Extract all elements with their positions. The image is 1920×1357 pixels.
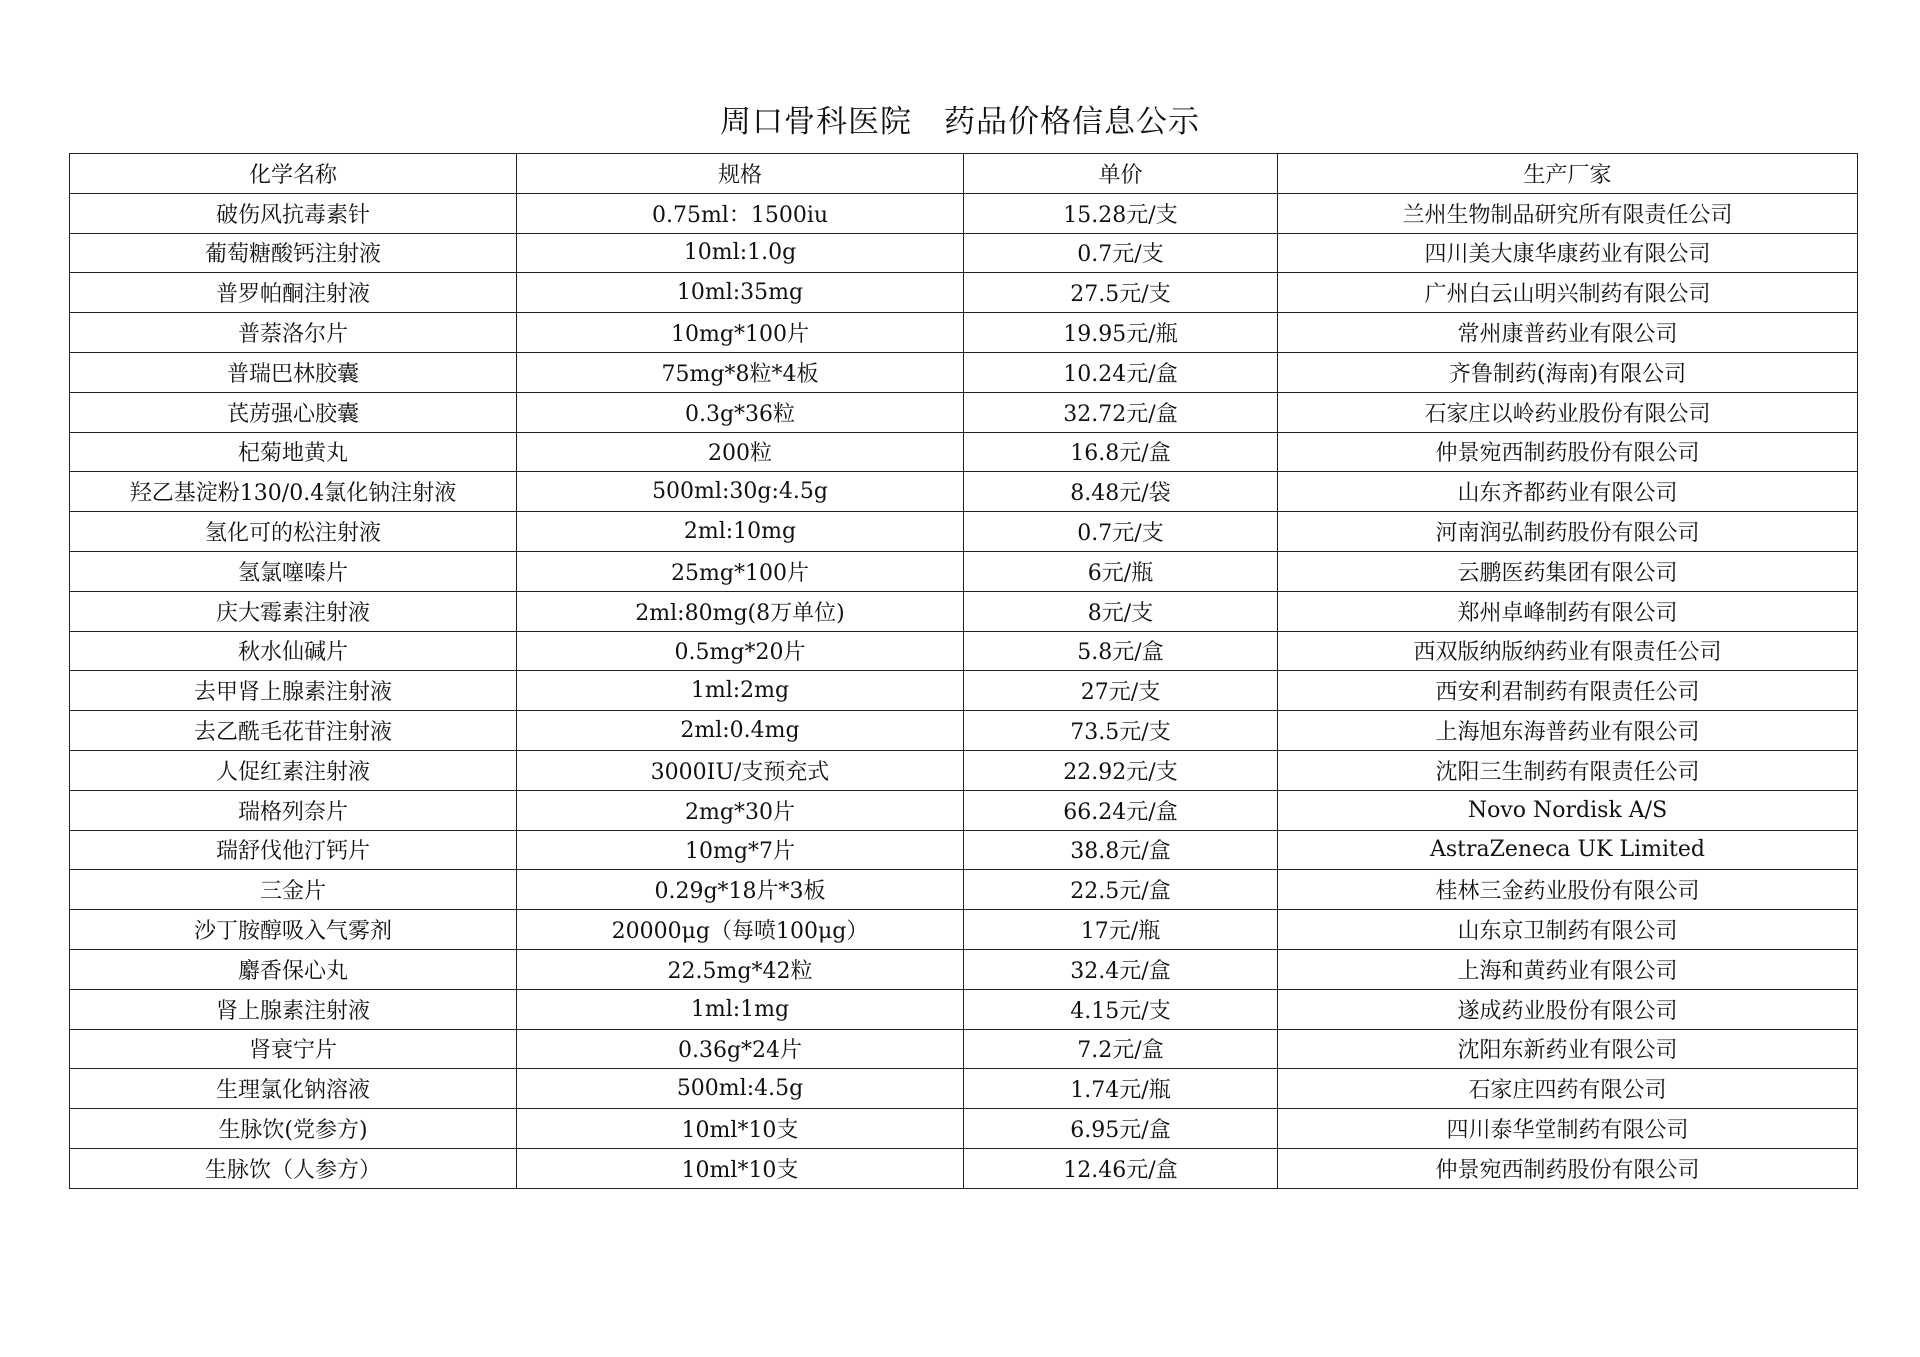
- specification-cell: 10ml:1.0g: [517, 233, 964, 273]
- chemical-name-cell: 三金片: [70, 870, 517, 910]
- table-row: [70, 910, 1858, 950]
- table-row: [70, 711, 1858, 751]
- table-row: [70, 989, 1858, 1029]
- specification-cell: 1ml:2mg: [517, 671, 964, 711]
- unit-price-cell: 10.24元/盒: [964, 352, 1278, 392]
- unit-price-cell: 66.24元/盒: [964, 790, 1278, 830]
- manufacturer-cell: 石家庄四药有限公司: [1278, 1069, 1858, 1109]
- table-row: [70, 432, 1858, 472]
- column-header-chemical-name: 化学名称: [70, 154, 517, 194]
- table-row: [70, 949, 1858, 989]
- chemical-name-cell: 杞菊地黄丸: [70, 432, 517, 472]
- table-row: [70, 392, 1858, 432]
- manufacturer-cell: 山东京卫制药有限公司: [1278, 910, 1858, 950]
- table-row: [70, 631, 1858, 671]
- table-row: [70, 512, 1858, 552]
- table-row: [70, 790, 1858, 830]
- chemical-name-cell: 普瑞巴林胶囊: [70, 352, 517, 392]
- chemical-name-cell: 庆大霉素注射液: [70, 591, 517, 631]
- specification-cell: 0.5mg*20片: [517, 631, 964, 671]
- specification-cell: 500ml:4.5g: [517, 1069, 964, 1109]
- chemical-name-cell: 麝香保心丸: [70, 949, 517, 989]
- chemical-name-cell: 氢氯噻嗪片: [70, 551, 517, 591]
- unit-price-cell: 0.7元/支: [964, 512, 1278, 552]
- table-row: [70, 313, 1858, 353]
- unit-price-cell: 8元/支: [964, 591, 1278, 631]
- unit-price-cell: 27元/支: [964, 671, 1278, 711]
- manufacturer-cell: 四川泰华堂制药有限公司: [1278, 1109, 1858, 1149]
- manufacturer-cell: 云鹏医药集团有限公司: [1278, 551, 1858, 591]
- unit-price-cell: 8.48元/袋: [964, 472, 1278, 512]
- unit-price-cell: 22.92元/支: [964, 750, 1278, 790]
- chemical-name-cell: 生理氯化钠溶液: [70, 1069, 517, 1109]
- table-row: [70, 273, 1858, 313]
- table-row: [70, 750, 1858, 790]
- manufacturer-cell: 仲景宛西制药股份有限公司: [1278, 1148, 1858, 1188]
- specification-cell: 200粒: [517, 432, 964, 472]
- unit-price-cell: 32.4元/盒: [964, 949, 1278, 989]
- unit-price-cell: 16.8元/盒: [964, 432, 1278, 472]
- manufacturer-cell: 兰州生物制品研究所有限责任公司: [1278, 193, 1858, 233]
- page-title: 周口骨科医院 药品价格信息公示: [720, 104, 1200, 140]
- unit-price-cell: 4.15元/支: [964, 989, 1278, 1029]
- unit-price-cell: 19.95元/瓶: [964, 313, 1278, 353]
- chemical-name-cell: 生脉饮（人参方）: [70, 1148, 517, 1188]
- unit-price-cell: 22.5元/盒: [964, 870, 1278, 910]
- specification-cell: 3000IU/支预充式: [517, 750, 964, 790]
- table-row: [70, 830, 1858, 870]
- unit-price-cell: 0.7元/支: [964, 233, 1278, 273]
- table-row: [70, 1029, 1858, 1069]
- manufacturer-cell: Novo Nordisk A/S: [1278, 790, 1858, 830]
- chemical-name-cell: 氢化可的松注射液: [70, 512, 517, 552]
- chemical-name-cell: 瑞格列奈片: [70, 790, 517, 830]
- chemical-name-cell: 沙丁胺醇吸入气雾剂: [70, 910, 517, 950]
- unit-price-cell: 73.5元/支: [964, 711, 1278, 751]
- unit-price-cell: 38.8元/盒: [964, 830, 1278, 870]
- table-row: [70, 671, 1858, 711]
- chemical-name-cell: 肾衰宁片: [70, 1029, 517, 1069]
- manufacturer-cell: 遂成药业股份有限公司: [1278, 989, 1858, 1029]
- specification-cell: 20000μg（每喷100μg）: [517, 910, 964, 950]
- manufacturer-cell: 桂林三金药业股份有限公司: [1278, 870, 1858, 910]
- chemical-name-cell: 破伤风抗毒素针: [70, 193, 517, 233]
- unit-price-cell: 17元/瓶: [964, 910, 1278, 950]
- manufacturer-cell: 山东齐都药业有限公司: [1278, 472, 1858, 512]
- specification-cell: 10ml*10支: [517, 1109, 964, 1149]
- manufacturer-cell: 西双版纳版纳药业有限责任公司: [1278, 631, 1858, 671]
- specification-cell: 2ml:10mg: [517, 512, 964, 552]
- chemical-name-cell: 葡萄糖酸钙注射液: [70, 233, 517, 273]
- specification-cell: 25mg*100片: [517, 551, 964, 591]
- table-row: [70, 1109, 1858, 1149]
- chemical-name-cell: 羟乙基淀粉130/0.4氯化钠注射液: [70, 472, 517, 512]
- unit-price-cell: 1.74元/瓶: [964, 1069, 1278, 1109]
- unit-price-cell: 12.46元/盒: [964, 1148, 1278, 1188]
- table-row: [70, 1069, 1858, 1109]
- table-body: [70, 193, 1858, 1188]
- table-row: [70, 551, 1858, 591]
- unit-price-cell: 5.8元/盒: [964, 631, 1278, 671]
- specification-cell: 2mg*30片: [517, 790, 964, 830]
- specification-cell: 75mg*8粒*4板: [517, 352, 964, 392]
- unit-price-cell: 27.5元/支: [964, 273, 1278, 313]
- specification-cell: 10mg*100片: [517, 313, 964, 353]
- table-row: [70, 472, 1858, 512]
- table-row: [70, 1148, 1858, 1188]
- chemical-name-cell: 生脉饮(党参方): [70, 1109, 517, 1149]
- table-row: [70, 591, 1858, 631]
- table-row: [70, 193, 1858, 233]
- manufacturer-cell: 河南润弘制药股份有限公司: [1278, 512, 1858, 552]
- unit-price-cell: 6元/瓶: [964, 551, 1278, 591]
- manufacturer-cell: AstraZeneca UK Limited: [1278, 830, 1858, 870]
- manufacturer-cell: 仲景宛西制药股份有限公司: [1278, 432, 1858, 472]
- manufacturer-cell: 石家庄以岭药业股份有限公司: [1278, 392, 1858, 432]
- unit-price-cell: 32.72元/盒: [964, 392, 1278, 432]
- specification-cell: 0.29g*18片*3板: [517, 870, 964, 910]
- specification-cell: 0.36g*24片: [517, 1029, 964, 1069]
- chemical-name-cell: 普罗帕酮注射液: [70, 273, 517, 313]
- specification-cell: 10ml*10支: [517, 1148, 964, 1188]
- column-header-unit-price: 单价: [964, 154, 1278, 194]
- table-row: [70, 870, 1858, 910]
- chemical-name-cell: 去甲肾上腺素注射液: [70, 671, 517, 711]
- chemical-name-cell: 芪苈强心胶囊: [70, 392, 517, 432]
- column-header-specification: 规格: [517, 154, 964, 194]
- column-header-manufacturer: 生产厂家: [1278, 154, 1858, 194]
- manufacturer-cell: 齐鲁制药(海南)有限公司: [1278, 352, 1858, 392]
- manufacturer-cell: 上海和黄药业有限公司: [1278, 949, 1858, 989]
- unit-price-cell: 7.2元/盒: [964, 1029, 1278, 1069]
- chemical-name-cell: 人促红素注射液: [70, 750, 517, 790]
- unit-price-cell: 6.95元/盒: [964, 1109, 1278, 1149]
- manufacturer-cell: 沈阳东新药业有限公司: [1278, 1029, 1858, 1069]
- chemical-name-cell: 肾上腺素注射液: [70, 989, 517, 1029]
- table-row: [70, 352, 1858, 392]
- manufacturer-cell: 广州白云山明兴制药有限公司: [1278, 273, 1858, 313]
- specification-cell: 10mg*7片: [517, 830, 964, 870]
- chemical-name-cell: 普萘洛尔片: [70, 313, 517, 353]
- specification-cell: 2ml:0.4mg: [517, 711, 964, 751]
- manufacturer-cell: 沈阳三生制药有限责任公司: [1278, 750, 1858, 790]
- table-header-row: [70, 154, 1858, 194]
- chemical-name-cell: 秋水仙碱片: [70, 631, 517, 671]
- specification-cell: 500ml:30g:4.5g: [517, 472, 964, 512]
- manufacturer-cell: 四川美大康华康药业有限公司: [1278, 233, 1858, 273]
- specification-cell: 2ml:80mg(8万单位): [517, 591, 964, 631]
- chemical-name-cell: 瑞舒伐他汀钙片: [70, 830, 517, 870]
- chemical-name-cell: 去乙酰毛花苷注射液: [70, 711, 517, 751]
- unit-price-cell: 15.28元/支: [964, 193, 1278, 233]
- manufacturer-cell: 郑州卓峰制药有限公司: [1278, 591, 1858, 631]
- manufacturer-cell: 常州康普药业有限公司: [1278, 313, 1858, 353]
- table-row: [70, 233, 1858, 273]
- specification-cell: 0.75ml：1500iu: [517, 193, 964, 233]
- specification-cell: 22.5mg*42粒: [517, 949, 964, 989]
- manufacturer-cell: 西安利君制药有限责任公司: [1278, 671, 1858, 711]
- manufacturer-cell: 上海旭东海普药业有限公司: [1278, 711, 1858, 751]
- specification-cell: 0.3g*36粒: [517, 392, 964, 432]
- drug-price-table: [69, 153, 1858, 1189]
- specification-cell: 10ml:35mg: [517, 273, 964, 313]
- specification-cell: 1ml:1mg: [517, 989, 964, 1029]
